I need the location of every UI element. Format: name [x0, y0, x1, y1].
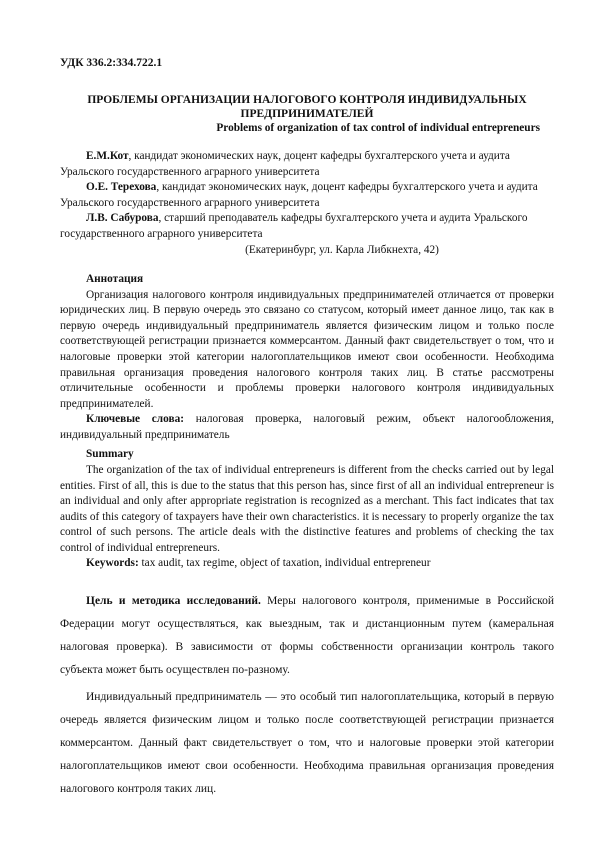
keywords-label: Keywords:: [86, 557, 139, 570]
annotation-text: Организация налогового контроля индивидуальных предпринимателей отличается от проверки юридических лиц. В первую очередь это связано со статусом, который имеет данное лицо, так как в первую очередь индивидуальный предприниматель является физическим лицом и только после соответствующей регистрации признается коммерсантом. Данный факт свидетельствует о том, что и налоговые проверки этой категории налогоплательщиков имеют свои особенности. Необходима правильная организация проведения налогового контроля таких лиц. В статье рассмотрены отличительные особенности и проблемы проверки налогового контроля индивидуальных предпринимателей.: [60, 288, 554, 410]
keywords-list: tax audit, tax regime, object of taxation, individual entrepreneur: [138, 557, 431, 570]
author-affiliation: , старший преподаватель кафедры бухгалтерского учета и аудита Уральского государственного аграрного университета: [60, 212, 528, 240]
author-2: [60, 180, 554, 211]
address: (Екатеринбург, ул. Карла Либкнехта, 42): [245, 243, 439, 256]
keywords-list: налоговая проверка, налоговый режим, объект налогообложения, индивидуальный предприниматель: [60, 413, 554, 441]
author-name: О.Е. Терехова: [86, 181, 157, 194]
article-title: ПРОБЛЕМЫ ОРГАНИЗАЦИИ НАЛОГОВОГО КОНТРОЛЯ ИНДИВИДУАЛЬНЫХ ПРЕДПРИНИМАТЕЛЕЙ: [87, 93, 527, 120]
body-paragraph-2: Индивидуальный предприниматель — это особый тип налогоплательщика, который в первую очередь является физическим лицом и только после соответствующей регистрации признается коммерсантом. Данный факт свидетельствует о том, что и налоговые проверки этой категории налогоплательщиков имеют свои особенности. Необходима правильная организация проведения налогового контроля таких лиц.: [60, 691, 554, 796]
author-1: [60, 149, 554, 180]
author-name: Л.В. Сабурова: [86, 212, 159, 225]
summary-heading: Summary: [86, 448, 134, 461]
keywords-en: [60, 556, 554, 572]
author-3: [60, 211, 554, 242]
spacer: [60, 572, 554, 590]
section-text: Меры налогового контроля, применимые в Российской Федерации могут осуществляться, как выездным, так и дистанционным путем (камеральная налоговая проверка). В зависимости от формы собственности организации контроль такого субъекта может быть осуществлен по-разному.: [60, 595, 554, 677]
keywords-ru: [60, 412, 554, 443]
section-label: Цель и методика исследований.: [86, 595, 261, 608]
author-affiliation: , кандидат экономических наук, доцент кафедры бухгалтерского учета и аудита Уральского государственного аграрного университета: [60, 150, 510, 178]
author-name: Е.М.Кот: [86, 150, 129, 163]
annotation-heading: Аннотация: [86, 273, 144, 286]
udk-code: УДК 336.2:334.722.1: [60, 57, 163, 69]
summary-text: The organization of the tax of individual entrepreneurs is different from the checks carried out by legal entities. First of all, this is due to the status that this person has, since first of all an individual entrepreneur is an individual and only after appropriate registration is recognized as a merchant. This fact indicates that tax audits of this category of taxpayers have their own characteristics. it is necessary to properly organize the tax control of such persons. The article deals with the distinctive features and problems of checking the tax control of individual entrepreneurs.: [60, 464, 554, 554]
keywords-label: Ключевые слова:: [86, 413, 184, 426]
author-affiliation: , кандидат экономических наук, доцент кафедры бухгалтерского учета и аудита Уральского государственного аграрного университета: [60, 181, 538, 209]
article-title-en: Problems of organization of tax control of individual entrepreneurs: [216, 122, 540, 135]
body-paragraph-1: [60, 590, 554, 682]
